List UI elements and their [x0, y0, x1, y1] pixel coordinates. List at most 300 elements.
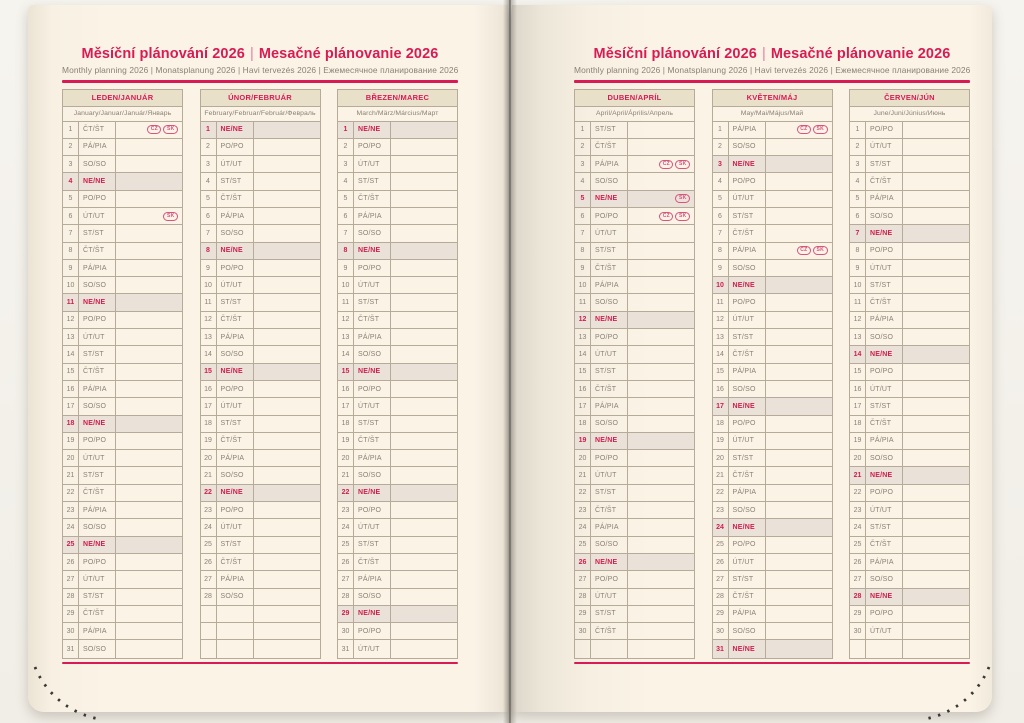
day-name: SO/SO	[591, 416, 628, 432]
day-name: ST/ST	[354, 416, 391, 432]
month-header: LEDEN/JANUÁR	[63, 90, 182, 107]
day-row	[63, 450, 182, 467]
day-row	[201, 277, 320, 294]
day-number: 19	[713, 433, 729, 449]
day-name: ČT/ŠT	[217, 191, 254, 207]
notes-cell	[116, 623, 182, 639]
day-row	[201, 537, 320, 554]
day-row	[201, 416, 320, 433]
notes-cell	[628, 450, 694, 466]
notes-cell	[628, 329, 694, 345]
day-number: 6	[713, 208, 729, 224]
day-number: 28	[338, 589, 354, 605]
day-row	[201, 606, 320, 623]
notes-cell	[766, 346, 832, 362]
day-row	[575, 537, 694, 554]
day-number: 30	[850, 623, 866, 639]
notes-cell	[116, 519, 182, 535]
day-name: ÚT/UT	[866, 381, 903, 397]
day-name: PÁ/PIA	[217, 208, 254, 224]
day-row	[338, 640, 457, 657]
day-number: 21	[63, 467, 79, 483]
day-number: 18	[575, 416, 591, 432]
day-row	[575, 640, 694, 657]
notes-cell	[766, 606, 832, 622]
day-number	[201, 623, 217, 639]
notes-cell	[766, 260, 832, 276]
day-row	[63, 381, 182, 398]
day-name: SO/SO	[354, 346, 391, 362]
day-name: ČT/ŠT	[354, 191, 391, 207]
day-row	[850, 640, 969, 657]
notes-cell	[116, 450, 182, 466]
day-row	[338, 502, 457, 519]
day-number: 9	[850, 260, 866, 276]
day-name: SO/SO	[217, 589, 254, 605]
day-row	[713, 450, 832, 467]
day-number: 22	[575, 485, 591, 501]
day-name: SO/SO	[866, 450, 903, 466]
notes-cell	[254, 623, 320, 639]
notes-cell	[254, 191, 320, 207]
notes-cell	[116, 277, 182, 293]
day-number: 28	[850, 589, 866, 605]
day-name: PÁ/PIA	[729, 485, 766, 501]
day-row	[63, 260, 182, 277]
day-row	[850, 519, 969, 536]
day-row	[850, 208, 969, 225]
notes-cell	[766, 225, 832, 241]
day-name: ST/ST	[729, 208, 766, 224]
day-number: 15	[63, 364, 79, 380]
day-name: ST/ST	[217, 173, 254, 189]
day-name: SO/SO	[354, 467, 391, 483]
notes-cell	[766, 312, 832, 328]
day-number: 21	[713, 467, 729, 483]
notes-cell	[766, 554, 832, 570]
notes-cell	[254, 554, 320, 570]
day-name: ST/ST	[729, 450, 766, 466]
day-name: PO/PO	[591, 571, 628, 587]
day-row	[63, 485, 182, 502]
notes-cell	[628, 364, 694, 380]
day-number: 23	[338, 502, 354, 518]
day-row	[201, 398, 320, 415]
day-name: ÚT/UT	[866, 260, 903, 276]
day-name: ČT/ŠT	[866, 173, 903, 189]
day-number: 19	[575, 433, 591, 449]
day-name: ÚT/UT	[866, 139, 903, 155]
day-number: 6	[575, 208, 591, 224]
notes-cell	[628, 294, 694, 310]
day-row	[63, 208, 182, 225]
day-row	[201, 156, 320, 173]
day-number: 14	[575, 346, 591, 362]
day-number: 27	[338, 571, 354, 587]
notes-cell	[903, 294, 969, 310]
notes-cell	[766, 398, 832, 414]
day-number: 24	[850, 519, 866, 535]
day-name: NE/NE	[729, 398, 766, 414]
day-name: NE/NE	[729, 640, 766, 657]
day-row	[338, 450, 457, 467]
day-row	[575, 416, 694, 433]
day-number: 9	[338, 260, 354, 276]
day-number: 7	[850, 225, 866, 241]
day-row	[338, 606, 457, 623]
day-name: SO/SO	[79, 519, 116, 535]
notes-cell	[391, 225, 457, 241]
day-row	[338, 173, 457, 190]
day-name: ČT/ŠT	[591, 139, 628, 155]
day-row	[338, 364, 457, 381]
day-name: PÁ/PIA	[866, 191, 903, 207]
day-row	[850, 485, 969, 502]
day-number: 1	[338, 122, 354, 138]
day-name: SO/SO	[591, 294, 628, 310]
day-name: ST/ST	[217, 537, 254, 553]
day-row	[338, 191, 457, 208]
day-number: 2	[201, 139, 217, 155]
day-number: 1	[201, 122, 217, 138]
day-name: NE/NE	[354, 606, 391, 622]
day-name: SO/SO	[354, 225, 391, 241]
day-number: 12	[201, 312, 217, 328]
notes-cell	[903, 537, 969, 553]
notes-cell	[766, 139, 832, 155]
day-name: ČT/ŠT	[354, 433, 391, 449]
notes-cell	[254, 606, 320, 622]
notes-cell	[903, 398, 969, 414]
page-subtitle: Monthly planning 2026 | Monatsplanung 2026 | Havi tervezés 2026 | Ежемесячное планирование 2026	[574, 65, 971, 75]
day-number: 15	[850, 364, 866, 380]
holiday-badge-sk: SK	[813, 125, 828, 134]
day-number: 15	[713, 364, 729, 380]
day-name: ČT/ŠT	[79, 364, 116, 380]
title-separator: |	[761, 46, 766, 62]
notes-cell	[903, 571, 969, 587]
day-number: 7	[575, 225, 591, 241]
day-name: PO/PO	[79, 312, 116, 328]
day-number: 8	[575, 243, 591, 259]
notes-cell	[628, 243, 694, 259]
day-name: ÚT/UT	[591, 225, 628, 241]
notes-cell	[766, 589, 832, 605]
day-row	[713, 623, 832, 640]
day-row	[713, 329, 832, 346]
day-number: 12	[338, 312, 354, 328]
notes-cell	[391, 364, 457, 380]
day-row	[713, 398, 832, 415]
notes-cell	[903, 364, 969, 380]
day-name: SO/SO	[79, 398, 116, 414]
day-number: 16	[575, 381, 591, 397]
holiday-badge-sk: SK	[675, 212, 690, 221]
day-number: 17	[201, 398, 217, 414]
day-name: SO/SO	[217, 346, 254, 362]
day-number: 15	[201, 364, 217, 380]
day-number: 24	[575, 519, 591, 535]
day-name: PO/PO	[217, 139, 254, 155]
day-row	[201, 208, 320, 225]
notes-cell	[391, 346, 457, 362]
day-row	[850, 623, 969, 640]
day-name: SO/SO	[866, 208, 903, 224]
day-number: 30	[713, 623, 729, 639]
day-row	[63, 364, 182, 381]
page-head	[574, 5, 970, 83]
day-row	[713, 589, 832, 606]
day-name: ST/ST	[79, 225, 116, 241]
notes-cell	[391, 243, 457, 259]
notes-cell	[766, 294, 832, 310]
day-name: ÚT/UT	[217, 519, 254, 535]
day-row	[850, 277, 969, 294]
day-row	[575, 571, 694, 588]
day-row	[63, 606, 182, 623]
day-row	[338, 260, 457, 277]
day-name: PO/PO	[591, 208, 628, 224]
notes-cell	[391, 294, 457, 310]
day-row	[713, 640, 832, 657]
notes-cell	[391, 640, 457, 657]
day-name: SO/SO	[79, 156, 116, 172]
notes-cell	[903, 381, 969, 397]
notes-cell	[254, 450, 320, 466]
day-name	[591, 640, 628, 657]
notes-cell	[628, 416, 694, 432]
notes-cell	[903, 156, 969, 172]
day-number: 25	[63, 537, 79, 553]
day-name: PO/PO	[729, 416, 766, 432]
day-name: SO/SO	[866, 329, 903, 345]
day-name: NE/NE	[591, 191, 628, 207]
day-row	[63, 433, 182, 450]
day-row	[850, 589, 969, 606]
day-number: 18	[850, 416, 866, 432]
day-number: 1	[713, 122, 729, 138]
day-number: 27	[713, 571, 729, 587]
day-row	[713, 208, 832, 225]
day-name: NE/NE	[354, 243, 391, 259]
day-name: ČT/ŠT	[591, 381, 628, 397]
notes-cell	[903, 243, 969, 259]
holiday-badge-cz: CZ	[659, 160, 673, 169]
day-number	[575, 640, 591, 657]
day-number: 10	[63, 277, 79, 293]
day-name: PÁ/PIA	[354, 571, 391, 587]
holiday-badge-sk: SK	[163, 125, 178, 134]
day-number: 23	[850, 502, 866, 518]
day-name: SO/SO	[217, 225, 254, 241]
notes-cell	[766, 450, 832, 466]
notes-cell	[628, 260, 694, 276]
day-row	[201, 364, 320, 381]
day-number: 13	[201, 329, 217, 345]
day-row	[575, 312, 694, 329]
day-number: 22	[850, 485, 866, 501]
notes-cell	[116, 312, 182, 328]
notes-cell	[766, 416, 832, 432]
day-row	[850, 243, 969, 260]
day-row	[713, 364, 832, 381]
day-row	[850, 122, 969, 139]
notes-cell	[254, 346, 320, 362]
day-row	[575, 208, 694, 225]
day-row	[338, 537, 457, 554]
day-row	[575, 225, 694, 242]
day-name	[866, 640, 903, 657]
day-number: 17	[338, 398, 354, 414]
day-name: PÁ/PIA	[217, 450, 254, 466]
page-head	[62, 5, 458, 83]
day-row	[575, 398, 694, 415]
page-title	[62, 46, 458, 62]
day-number: 28	[713, 589, 729, 605]
notes-cell	[766, 208, 832, 224]
day-number: 4	[713, 173, 729, 189]
day-row	[201, 294, 320, 311]
notes-cell	[766, 433, 832, 449]
notes-cell	[766, 243, 832, 259]
day-row	[713, 312, 832, 329]
day-row	[713, 433, 832, 450]
notes-cell	[391, 589, 457, 605]
notes-cell	[391, 433, 457, 449]
day-number: 30	[575, 623, 591, 639]
day-number: 24	[201, 519, 217, 535]
day-number: 12	[850, 312, 866, 328]
day-number: 4	[850, 173, 866, 189]
notes-cell	[254, 398, 320, 414]
day-number: 27	[575, 571, 591, 587]
day-row	[338, 381, 457, 398]
day-number: 7	[201, 225, 217, 241]
day-number: 22	[63, 485, 79, 501]
day-name: ST/ST	[729, 329, 766, 345]
day-row	[338, 416, 457, 433]
day-name: PÁ/PIA	[591, 398, 628, 414]
day-number: 28	[63, 589, 79, 605]
day-name: PÁ/PIA	[217, 329, 254, 345]
day-name: ČT/ŠT	[729, 225, 766, 241]
day-name: NE/NE	[866, 589, 903, 605]
top-rule	[574, 80, 970, 83]
day-name: ÚT/UT	[866, 502, 903, 518]
day-name	[217, 640, 254, 657]
page-right	[512, 5, 992, 712]
day-name: PO/PO	[79, 554, 116, 570]
holiday-badge-cz: CZ	[797, 246, 811, 255]
day-name: SO/SO	[729, 381, 766, 397]
day-name: ÚT/UT	[729, 554, 766, 570]
day-name: ČT/ŠT	[217, 554, 254, 570]
day-number: 2	[575, 139, 591, 155]
day-name: SO/SO	[729, 260, 766, 276]
notes-cell	[116, 640, 182, 657]
day-number: 3	[575, 156, 591, 172]
day-number: 16	[850, 381, 866, 397]
day-row	[201, 433, 320, 450]
notes-cell	[391, 398, 457, 414]
day-number: 17	[850, 398, 866, 414]
day-number: 10	[575, 277, 591, 293]
day-number: 23	[713, 502, 729, 518]
day-number: 8	[201, 243, 217, 259]
notes-cell	[628, 191, 694, 207]
day-name: ST/ST	[591, 364, 628, 380]
day-number: 3	[713, 156, 729, 172]
day-number: 4	[338, 173, 354, 189]
month-table	[574, 89, 695, 659]
day-number: 6	[201, 208, 217, 224]
day-row	[575, 502, 694, 519]
day-number: 30	[63, 623, 79, 639]
day-name: ČT/ŠT	[217, 433, 254, 449]
day-name: NE/NE	[217, 122, 254, 138]
day-row	[338, 225, 457, 242]
day-name: NE/NE	[729, 156, 766, 172]
day-name: PÁ/PIA	[79, 623, 116, 639]
day-row	[713, 225, 832, 242]
notes-cell	[116, 381, 182, 397]
day-name: PÁ/PIA	[866, 554, 903, 570]
day-row	[338, 243, 457, 260]
day-name: PO/PO	[354, 260, 391, 276]
day-number: 18	[338, 416, 354, 432]
day-number: 20	[338, 450, 354, 466]
day-row	[63, 554, 182, 571]
day-row	[850, 294, 969, 311]
notes-cell	[628, 537, 694, 553]
notes-cell	[903, 450, 969, 466]
day-row	[575, 122, 694, 139]
day-number: 10	[850, 277, 866, 293]
notes-cell	[766, 571, 832, 587]
notes-cell	[628, 589, 694, 605]
day-name: SO/SO	[591, 537, 628, 553]
day-row	[338, 294, 457, 311]
day-number: 21	[575, 467, 591, 483]
day-row	[201, 571, 320, 588]
day-number: 29	[713, 606, 729, 622]
day-number: 26	[575, 554, 591, 570]
day-number: 11	[575, 294, 591, 310]
notes-cell	[116, 485, 182, 501]
day-row	[713, 260, 832, 277]
day-name: PO/PO	[866, 606, 903, 622]
day-row	[575, 467, 694, 484]
notes-cell	[391, 502, 457, 518]
notes-cell	[116, 329, 182, 345]
day-number: 8	[63, 243, 79, 259]
month-header: KVĚTEN/MÁJ	[713, 90, 832, 107]
notes-cell	[903, 139, 969, 155]
day-row	[201, 312, 320, 329]
day-row	[63, 467, 182, 484]
day-number: 17	[713, 398, 729, 414]
day-number: 11	[201, 294, 217, 310]
month-table	[200, 89, 321, 659]
day-number: 2	[338, 139, 354, 155]
day-row	[850, 450, 969, 467]
day-row	[63, 398, 182, 415]
notes-cell	[391, 312, 457, 328]
day-number: 10	[713, 277, 729, 293]
day-number: 20	[850, 450, 866, 466]
day-number: 19	[338, 433, 354, 449]
notes-cell	[116, 502, 182, 518]
